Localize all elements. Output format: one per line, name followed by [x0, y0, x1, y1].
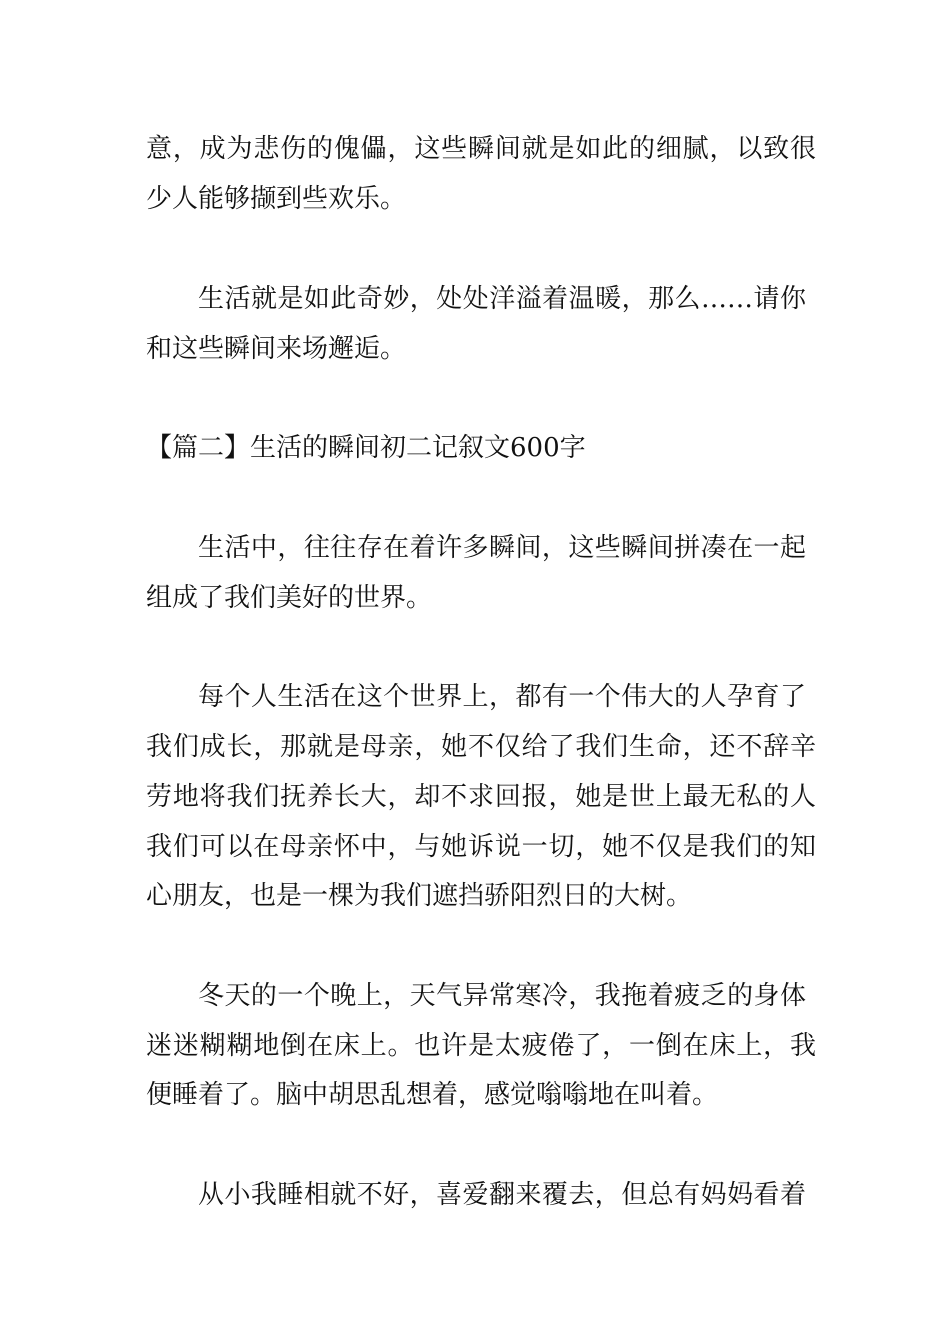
text-line: 劳地将我们抚养长大，却不求回报，她是世上最无私的人 [146, 782, 816, 812]
text-line: 便睡着了。脑中胡思乱想着，感觉嗡嗡地在叫着。 [146, 1080, 719, 1110]
text-line: 迷迷糊糊地倒在床上。也许是太疲倦了，一倒在床上，我 [146, 1031, 816, 1061]
text-line: 我们成长，那就是母亲，她不仅给了我们生命，还不辞辛 [146, 732, 816, 762]
text-line: 我们可以在母亲怀中，与她诉说一切，她不仅是我们的知 [146, 832, 816, 862]
text-line: 从小我睡相就不好，喜爱翻来覆去，但总有妈妈看着 [198, 1180, 806, 1210]
text-line: 生活中，往往存在着许多瞬间，这些瞬间拼凑在一起 [198, 533, 806, 563]
text-line: 生活就是如此奇妙，处处洋溢着温暖，那么……请你 [198, 284, 806, 314]
text-line: 每个人生活在这个世界上，都有一个伟大的人孕育了 [198, 682, 806, 712]
section-heading: 【篇二】生活的瞬间初二记叙文600字 [146, 433, 586, 463]
text-line: 冬天的一个晚上，天气异常寒冷，我拖着疲乏的身体 [198, 981, 806, 1011]
text-line: 和这些瞬间来场邂逅。 [146, 334, 407, 364]
text-line: 心朋友，也是一棵为我们遮挡骄阳烈日的大树。 [146, 881, 693, 911]
text-line: 少人能够撷到些欢乐。 [146, 184, 407, 214]
text-line: 组成了我们美好的世界。 [146, 583, 433, 613]
text-line: 意，成为悲伤的傀儡，这些瞬间就是如此的细腻，以致很 [146, 134, 816, 164]
